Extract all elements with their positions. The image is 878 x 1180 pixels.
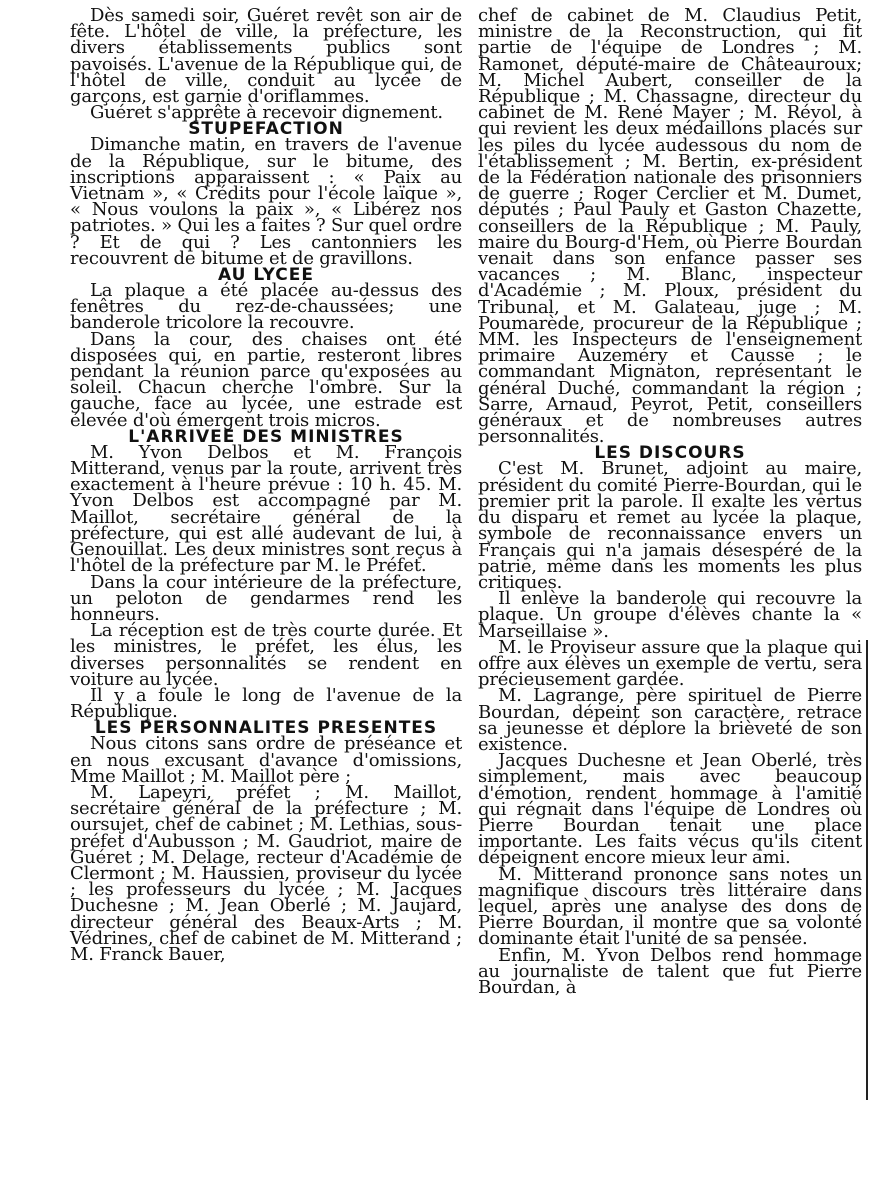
paragraph: Guéret s'apprête à recevoir dignement. xyxy=(90,102,443,124)
paragraph: M. le Proviseur assure que la plaque qui offre aux élèves un exemple de vertu, sera précieusement gardée. xyxy=(478,636,862,691)
column-edge-rule xyxy=(866,640,868,1100)
paragraph: Dès samedi soir, Guéret revêt son air de fête. L'hôtel de ville, la préfecture, les divers établissements publics sont pavoisés. L'avenue de la République qui, de l'hôtel de ville, conduit au lycée de garçons, est garnie d'oriflammes. xyxy=(70,5,462,108)
section-heading-discours: LES DISCOURS xyxy=(594,443,746,464)
paragraph: C'est M. Brunet, adjoint au maire, président du comité Pierre-Bourdan, qui le premier prit la parole. Il exalte les vertus du disparu et remet au lycée la plaque, symbole de reconnaissance envers un Français qui n'a jamais désespéré de la patrie, même dans les moments les plus critiques. xyxy=(478,458,862,593)
article-column-right xyxy=(478,5,862,998)
paragraph-continued: chef de cabinet de M. Claudius Petit, ministre de la Reconstruction, qui fit partie de l'équipe de Londres ; M. Ramonet, député-maire de Châteauroux; M. Michel Aubert, conseiller de la République ; M. Chassagne, directeur du cabinet de M. René Mayer ; M. Révol, à qui revient les deux médaillons placés sur les piles du lycée audessous du nom de l'établissement ; M. Bertin, ex-président de la Fédération nationale des prisonniers de guerre ; Roger Cerclier et M. Dumet, députés ; Paul Pauly et Gaston Chazette, conseillers de la République ; M. Pauly, maire du Bourg-d'Hem, où Pierre Bourdan venait dans son enfance passer ses vacances ; M. Blanc, inspecteur d'Académie ; M. Ploux, président du Tribunal, et M. Galateau, juge ; M. Poumarède, procureur de la République ; MM. les Inspecteurs de l'enseignement primaire Auzeméry et Causse ; le commandant Mignaton, représentant le général Duché, commandant la région ; Sarre, Arnaud, Peyrot, Petit, conseillers généraux et de nombreuses autres personnalités. xyxy=(478,5,862,448)
paragraph: La réception est de très courte durée. Et les ministres, le préfet, les élus, les diverses personnalités se rendent en voiture au lycée. xyxy=(70,620,462,690)
paragraph: M. Yvon Delbos et M. François Mitterand, venus par la route, arrivent très exactement à l'heure prévue : 10 h. 45. M. Yvon Delbos est accompagné par M. Maillot, secrétaire général de la préfecture, qui est allé audevant de lui, à Genouillat. Les deux ministres sont reçus à l'hôtel de la préfecture par M. le Préfet. xyxy=(70,441,462,577)
paragraph: Nous citons sans ordre de préséance et en nous excusant d'avance d'omissions, Mme Maillot ; M. Maillot père ; xyxy=(70,733,462,787)
paragraph: La plaque a été placée au-dessus des fenêtres du rez-de-chaussées; une banderole tricolore la recouvre. xyxy=(70,280,462,334)
paragraph: Enfin, M. Yvon Delbos rend hommage au journaliste de talent que fut Pierre Bourdan, à xyxy=(478,944,862,998)
paragraph: M. Lapeyri, préfet ; M. Maillot, secrétaire général de la préfecture ; M. oursujet, chef de cabinet ; M. Lethias, sous-préfet d'Aubusson ; M. Gaudriot, maire de Guéret ; M. Delage, recteur d'Académie de Clermont ; M. Haussien, proviseur du lycée ; les professeurs du lycée ; M. Jacques Duchesne ; M. Jean Oberlé ; M. Jaujard, directeur général des Beaux-Arts ; M. Védrines, chef de cabinet de M. Mitterand ; M. Franck Bauer, xyxy=(70,781,462,965)
paragraph: Il enlève la banderole qui recouvre la plaque. Un groupe d'élèves chante la « Marseillaise ». xyxy=(478,588,862,642)
paragraph: Il y a foule le long de l'avenue de la République. xyxy=(70,684,462,723)
section-heading-personnalites: LES PERSONNALITES PRESENTES xyxy=(94,718,438,739)
paragraph: Jacques Duchesne et Jean Oberlé, très simplement, mais avec beaucoup d'émotion, rendent hommage à l'amitié qui régnait dans l'équipe de Londres où Pierre Bourdan tenait une place importante. Les faits vécus qu'ils citent dépeignent encore mieux leur ami. xyxy=(478,750,862,869)
paragraph: Dans la cour, des chaises ont été disposées qui, en partie, resteront libres pendant la réunion parce qu'exposées au soleil. Chacun cherche l'ombre. Sur la gauche, face au lycée, une estrade est élevée d'où émergent trois micros. xyxy=(70,328,462,431)
article-column-left xyxy=(70,5,462,965)
section-heading-au-lycee: AU LYCEE xyxy=(218,265,314,286)
paragraph: Dans la cour intérieure de la préfecture, un peloton de gendarmes rend les honneurs. xyxy=(70,571,462,625)
paragraph: Dimanche matin, en travers de l'avenue de la République, sur le bitume, des inscriptions apparaissent : « Paix au Vietnam », « Crédits pour l'école laïque », « Nous voulons la paix », « Libérez nos patriotes. » Qui les a faites ? Sur quel ordre ? Et de qui ? Les cantonniers les recouvrent de bitume et de gravillons. xyxy=(70,134,462,269)
paragraph: M. Mitterand prononce sans notes un magnifique discours très littéraire dans lequel, après une analyse des dons de Pierre Bourdan, il montre que sa volonté dominante était l'unité de sa pensée. xyxy=(478,863,862,950)
paragraph: M. Lagrange, père spirituel de Pierre Bourdan, dépeint son caractère, retrace sa jeunesse et déplore la brièveté de son existence. xyxy=(478,685,862,755)
section-heading-stupefaction: STUPEFACTION xyxy=(188,119,344,140)
section-heading-arrivee-ministres: L'ARRIVEE DES MINISTRES xyxy=(128,426,404,447)
